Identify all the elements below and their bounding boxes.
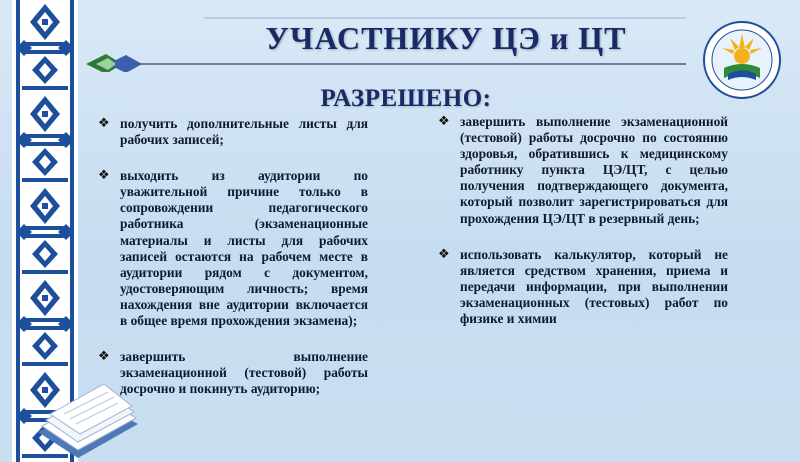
diamond-bullet-icon: ❖ bbox=[98, 168, 110, 184]
list-item bbox=[98, 168, 368, 329]
list-item bbox=[438, 114, 728, 227]
paper-stack-icon bbox=[28, 362, 148, 462]
list-item bbox=[98, 116, 368, 148]
page-title: УЧАСТНИКУ ЦЭ и ЦТ bbox=[265, 20, 627, 56]
diamond-bullet-icon: ❖ bbox=[98, 116, 110, 131]
list-item-text: завершить выполнение экзаменационной (тестовой) работы досрочно и покинуть аудиторию; bbox=[120, 349, 368, 397]
list-item-text: выходить из аудитории по уважительной причине только в сопровождении педагогического работника (экзаменационные материалы и листы для рабочих записей остаются на рабочем месте в аудитории рядом с документом, удостоверяющим личность; время нахождения вне аудитории включается в общее время прохождения экзамена); bbox=[120, 168, 368, 329]
list-item-text: завершить выполнение экзаменационной (тестовой) работы досрочно по состоянию здоровья, обратившись к медицинскому работнику пункта ЦЭ/ЦТ, с целью получения подтверждающего документа, который позволит зарегистрироваться для прохождения ЦЭ/ЦТ в резервный день; bbox=[460, 114, 728, 226]
list-item bbox=[438, 247, 728, 327]
right-column bbox=[438, 114, 728, 347]
diamond-bullet-icon: ❖ bbox=[438, 114, 450, 129]
list-item-text: использовать калькулятор, который не является средством хранения, приема и передачи информации, при выполнении экзаменационных (тестовых) работ по физике и химии bbox=[460, 246, 728, 327]
ministry-emblem-icon bbox=[702, 20, 782, 100]
title-banner bbox=[86, 14, 694, 72]
diamond-bullet-icon: ❖ bbox=[438, 246, 450, 262]
section-heading: РАЗРЕШЕНО: bbox=[320, 85, 492, 112]
list-item-text: получить дополнительные листы для рабочих записей; bbox=[120, 116, 368, 148]
diamond-bullet-icon: ❖ bbox=[98, 349, 110, 365]
